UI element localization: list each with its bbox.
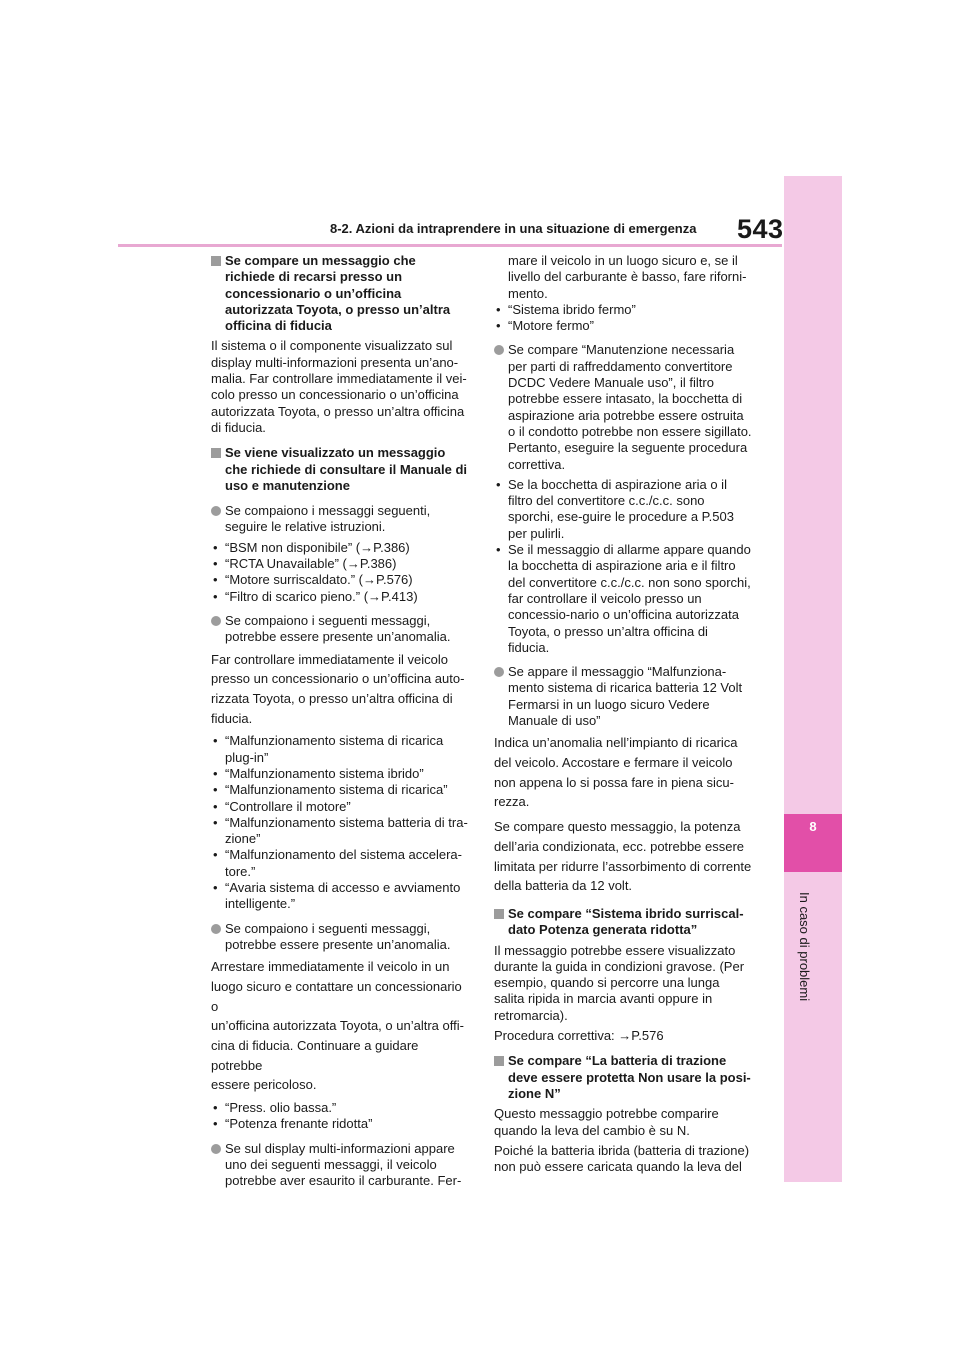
list-item: • “Malfunzionamento sistema ibrido” bbox=[211, 766, 469, 782]
bullet-paragraph bbox=[211, 503, 469, 536]
paragraph: mare il veicolo in un luogo sicuro e, se il livello del carburante è basso, fare riforni-mento. bbox=[508, 253, 747, 301]
paragraph: Procedura correttiva: →P.576 bbox=[494, 1028, 664, 1044]
list-item: • “Avaria sistema di accesso e avviamento intelligente.” bbox=[211, 880, 469, 913]
bullet-text: Se compaiono i seguenti messaggi, potrebbe essere presente un’anomalia. bbox=[225, 920, 451, 952]
text-line: essere pericoloso. bbox=[211, 1077, 317, 1093]
list-item: • “Sistema ibrido fermo” bbox=[494, 302, 752, 318]
circle-bullet-icon bbox=[494, 667, 504, 677]
list-item: • “Controllare il motore” bbox=[211, 799, 469, 815]
list-item: • “RCTA Unavailable” (→P.386) bbox=[211, 556, 469, 572]
bullet-text: Se compaiono i seguenti messaggi, potrebbe essere presente un’anomalia. bbox=[225, 612, 451, 645]
text-line: limitata per ridurre l’assorbimento di corrente bbox=[494, 858, 752, 874]
list-item: • Se il messaggio di allarme appare quando la bocchetta di aspirazione aria e il filtro del convertitore c.c./c.c. non sono sporchi, far controllare il veicolo presso un concessio-nario o un’officina autorizzata Toyota, o presso un’altra officina di fiducia. bbox=[494, 542, 752, 656]
message-list bbox=[494, 302, 752, 335]
text-line: presso un concessionario o un’officina auto- bbox=[211, 671, 465, 687]
square-bullet-icon bbox=[211, 448, 221, 458]
bullet-paragraph bbox=[211, 921, 469, 954]
text-line: Far controllare immediatamente il veicolo bbox=[211, 651, 448, 667]
list-item: • “Malfunzionamento sistema di ricarica plug-in” bbox=[211, 733, 469, 766]
message-list bbox=[211, 540, 469, 605]
heading-text: Se compare “Sistema ibrido surriscal-dato Potenza generata ridotta” bbox=[508, 905, 744, 938]
list-item: • Se la bocchetta di aspirazione aria o il filtro del convertitore c.c./c.c. sono sporchi, ese-guire le procedure a P.503 per pulirli. bbox=[494, 477, 752, 542]
chapter-number: 8 bbox=[809, 819, 817, 834]
text-line: rizzata Toyota, o presso un’altra officina di bbox=[211, 690, 453, 706]
bullet-paragraph bbox=[211, 613, 469, 646]
text-line: fiducia. bbox=[211, 710, 253, 726]
list-item: • “Malfunzionamento sistema batteria di tra-zione” bbox=[211, 815, 469, 848]
square-bullet-icon bbox=[494, 909, 504, 919]
paragraph: Il messaggio potrebbe essere visualizzato durante la guida in condizioni gravose. (Per esempio, quando si percorre una lunga salita ripida in marcia avanti oppure in retromarcia). bbox=[494, 942, 745, 1023]
paragraph: Questo messaggio potrebbe comparire quando la leva del cambio è su N. bbox=[494, 1106, 719, 1138]
list-item: • “Potenza frenante ridotta” bbox=[211, 1116, 469, 1132]
heading-text: Se viene visualizzato un messaggio che richiede di consultare il Manuale di uso e manutenzione bbox=[225, 445, 468, 493]
section-heading bbox=[494, 1053, 752, 1102]
text-line: rezza. bbox=[494, 794, 530, 810]
text-line: cina di fiducia. Continuare a guidare potrebbe bbox=[211, 1038, 419, 1073]
text-line: un’officina autorizzata Toyota, o un’altra offi- bbox=[211, 1018, 464, 1034]
heading-text: Se compare un messaggio che richiede di recarsi presso un concessionario o un’officina autorizzata Toyota, o presso un’altra officina di fiducia bbox=[225, 253, 451, 334]
circle-bullet-icon bbox=[211, 616, 221, 626]
bullet-text: Se compare “Manutenzione necessaria per parti di raffreddamento convertitore DCDC Vedere Manuale uso”, il filtro potrebbe essere intasato, la bocchetta di aspirazione aria potrebbe essere ostruita o il condotto potrebbe non essere sigillato. Pertanto, eseguire la seguente procedura correttiva. bbox=[508, 342, 752, 472]
list-item: • “BSM non disponibile” (→P.386) bbox=[211, 540, 469, 556]
header-rule bbox=[118, 244, 782, 247]
circle-bullet-icon bbox=[494, 345, 504, 355]
bullet-paragraph bbox=[494, 664, 752, 729]
heading-text: Se compare “La batteria di trazione deve essere protetta Non usare la posi-zione N” bbox=[508, 1053, 751, 1101]
list-item: • “Press. olio bassa.” bbox=[211, 1100, 469, 1116]
bullet-text: Se compaiono i messaggi seguenti, seguire le relative istruzioni. bbox=[225, 503, 431, 535]
circle-bullet-icon bbox=[211, 506, 221, 516]
left-column bbox=[211, 253, 469, 1194]
section-heading bbox=[211, 445, 469, 494]
text-line: della batteria da 12 volt. bbox=[494, 878, 633, 894]
section-title: 8-2. Azioni da intraprendere in una situazione di emergenza bbox=[330, 221, 697, 236]
square-bullet-icon bbox=[494, 1056, 504, 1066]
paragraph: Poiché la batteria ibrida (batteria di trazione) non può essere caricata quando la leva del bbox=[494, 1142, 750, 1175]
section-heading bbox=[211, 253, 469, 334]
message-list bbox=[211, 1100, 469, 1133]
right-column bbox=[494, 253, 752, 1179]
paragraph: Il sistema o il componente visualizzato sul display multi-informazioni presenta un’ano-malia. Far controllare immediatamente il vei-colo presso un concessionario o un’officina autorizzata Toyota, o presso un’altra officina di fiducia. bbox=[211, 338, 467, 435]
bullet-text: Se appare il messaggio “Malfunziona-mento sistema di ricarica batteria 12 Volt Fermarsi in un luogo sicuro Vedere Manuale di uso” bbox=[508, 664, 743, 729]
text-line: del veicolo. Accostare e fermare il veicolo bbox=[494, 755, 733, 771]
text-line: luogo sicuro e contattare un concessionario o bbox=[211, 978, 462, 1014]
list-item: • “Malfunzionamento del sistema accelera-tore.” bbox=[211, 847, 469, 880]
bullet-text: Se sul display multi-informazioni appare uno dei seguenti messaggi, il veicolo potrebbe aver esaurito il carburante. Fer- bbox=[225, 1140, 462, 1189]
list-item: • “Motore surriscaldato.” (→P.576) bbox=[211, 572, 469, 588]
page-number: 543 bbox=[737, 214, 784, 244]
procedure-list bbox=[494, 477, 752, 656]
text-line: Indica un’anomalia nell’impianto di ricarica bbox=[494, 735, 738, 751]
bullet-paragraph bbox=[494, 342, 752, 472]
text-line: Arrestare immediatamente il veicolo in un bbox=[211, 959, 450, 975]
section-heading bbox=[494, 906, 752, 939]
chapter-side-tab bbox=[784, 176, 842, 1182]
list-item: • “Malfunzionamento sistema di ricarica” bbox=[211, 782, 469, 798]
bullet-paragraph bbox=[211, 1141, 469, 1190]
circle-bullet-icon bbox=[211, 924, 221, 934]
chapter-title: In caso di problemi bbox=[797, 892, 812, 1002]
list-item: • “Filtro di scarico pieno.” (→P.413) bbox=[211, 589, 469, 605]
text-line: non appena lo si possa fare in piena sicu- bbox=[494, 774, 734, 790]
text-line: dell’aria condizionata, ecc. potrebbe essere bbox=[494, 838, 745, 854]
list-item: • “Motore fermo” bbox=[494, 318, 752, 334]
square-bullet-icon bbox=[211, 256, 221, 266]
circle-bullet-icon bbox=[211, 1144, 221, 1154]
text-line: Se compare questo messaggio, la potenza bbox=[494, 819, 741, 835]
message-list bbox=[211, 733, 469, 912]
